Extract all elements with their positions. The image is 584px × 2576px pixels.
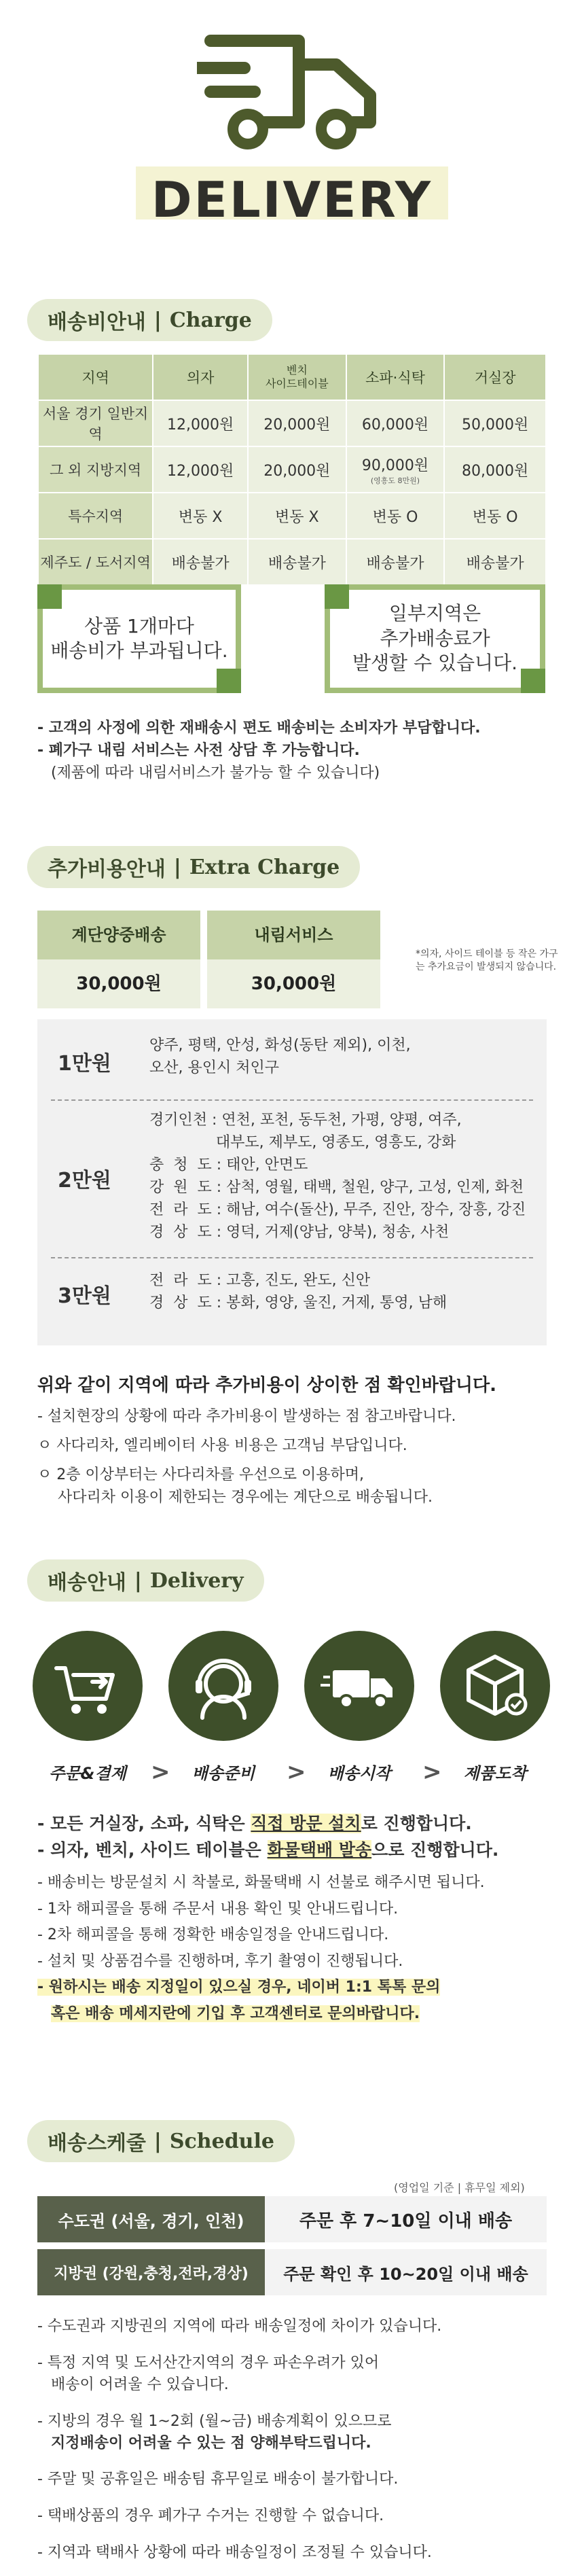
table-cell: 60,000원 [346, 400, 445, 446]
highlight-text: 혹은 배송 메세지란에 기입 후 고객센터로 문의바랍니다. [51, 2005, 420, 2022]
note-line: ㅇ 사다리차, 엘리베이터 사용 비용은 고객님 부담입니다. [37, 1437, 407, 1454]
section-pill-schedule [27, 2120, 295, 2162]
dashed-divider [51, 1099, 533, 1101]
step-arrow: > [151, 1759, 170, 1786]
table-header: 벤치 사이드테이블 [248, 354, 346, 400]
step-label: 배송시작 [327, 1764, 391, 1783]
note-line: - 고객의 사정에 의한 재배송시 편도 배송비는 소비자가 부담합니다. [37, 720, 481, 737]
area-text: 전 라 도 : 고흥, 진도, 완도, 신안 경 상 도 : 봉화, 영양, 울진, 거제, 통영, 남해 [149, 1272, 448, 1311]
table-cell: 변동 X [153, 493, 248, 539]
table-header: 거실장 [444, 354, 546, 400]
step-label: 배송준비 [191, 1764, 255, 1783]
note-line [37, 1837, 498, 1864]
note-line: - 특정 지역 및 도서산간지역의 경우 파손우려가 있어 [37, 2354, 380, 2371]
note-line: 일부지역은 [388, 602, 481, 625]
note-line: - 2차 해피콜을 통해 정확한 배송일정을 안내드립니다. [37, 1926, 389, 1943]
note-line: - 주말 및 공휴일은 배송팀 휴무일로 배송이 불가합니다. [37, 2471, 399, 2488]
area-text: 경기인천 : 연천, 포천, 동두천, 가평, 양평, 여주, 대부도, 제부도, 영종도, 영흥도, 강화 충 청 도 : 태안, 안면도 강 원 도 : 삼척, 영월, 태백, 철원, 양구, 고성, 인제, 화천 전 라 도 : 해남, 여수(돌산), 무주, 진안, 장수, 장흥, 강진 경 상 도 : 영덕, 거제(양남, 양북), 청송, 사천 [149, 1112, 526, 1241]
section-title-ko: 배송비안내 [48, 311, 146, 334]
step-circle-arrive [440, 1631, 550, 1741]
step-circle-ship [304, 1631, 414, 1741]
note-emphasis: 화물택배 발송 [267, 1839, 372, 1860]
table-cell: 배송불가 [153, 539, 248, 585]
corner-decoration [217, 669, 241, 693]
step-label: 주문&결제 [49, 1764, 126, 1783]
note-line [37, 1975, 485, 2001]
table-row [38, 493, 546, 539]
area-amount: 2만원 [58, 1169, 111, 1193]
area-amount: 3만원 [58, 1284, 111, 1308]
note-line: - 택배상품의 경우 폐가구 수거는 진행할 수 없습니다. [37, 2507, 384, 2525]
divider: | [134, 1568, 142, 1593]
area-amount: 1만원 [58, 1052, 111, 1076]
area-surcharge-box [37, 1019, 547, 1345]
divider: | [153, 2129, 162, 2153]
table-cell [346, 446, 445, 493]
table-cell: 배송불가 [248, 539, 346, 585]
extra-value-stairs: 30,000원 [37, 959, 200, 1008]
extra-notes [37, 1405, 456, 1508]
note-line: 사다리차 이용이 제한되는 경우에는 계단으로 배송됩니다. [58, 1489, 433, 1506]
table-row [38, 400, 546, 446]
table-cell: 변동 X [248, 493, 346, 539]
step-label: 제품도착 [463, 1764, 527, 1783]
note-line: - 1차 해피콜을 통해 주문서 내용 확인 및 안내드립니다. [37, 1900, 399, 1918]
section-title-en: Delivery [149, 1568, 244, 1593]
note-line: 발생할 수 있습니다. [352, 652, 518, 675]
schedule-label-regional: 지방권 (강원,충청,전라,경상) [37, 2249, 265, 2295]
table-row [38, 539, 546, 585]
section-title-en: Schedule [169, 2129, 274, 2153]
page-title: DELIVERY [151, 171, 433, 228]
table-header-row [38, 354, 546, 400]
charge-notes [37, 717, 481, 784]
note-line: 상품 1개마다 [84, 614, 194, 637]
hero [0, 0, 584, 272]
table-cell: 80,000원 [444, 446, 546, 493]
note-box-extra-area [325, 584, 545, 693]
corner-decoration [37, 584, 62, 609]
section-pill-extra [27, 846, 360, 888]
table-cell: 12,000원 [153, 400, 248, 446]
section-pill-delivery [27, 1559, 264, 1602]
charge-table [37, 353, 547, 586]
schedule-caption: (영업일 기준 | 휴무일 제외) [394, 2181, 525, 2194]
table-cell: 변동 O [444, 493, 546, 539]
truck-icon [304, 1631, 414, 1741]
note-line: - 지역과 택배사 상황에 따라 배송일정이 조정될 수 있습니다. [37, 2544, 432, 2562]
step-circle-prep [168, 1631, 278, 1741]
extra-head-stairs: 계단양중배송 [37, 911, 200, 959]
note-line: 추가배송료가 [380, 627, 490, 650]
sofa-note: (영흥도 8만원) [370, 476, 420, 485]
section-title-ko: 배송안내 [48, 1571, 126, 1595]
note-line: - 지방의 경우 월 1~2회 (월~금) 배송계획이 있으므로 [37, 2412, 392, 2430]
note-box-per-item [37, 584, 241, 693]
note-line: 배송비가 부과됩니다. [50, 639, 228, 662]
package-icon [440, 1631, 550, 1741]
table-cell: 변동 O [346, 493, 445, 539]
section-title-ko: 추가비용안내 [48, 858, 166, 881]
extra-side-note: *의자, 사이드 테이블 등 작은 가구는 추가요금이 발생되지 않습니다. [416, 949, 558, 972]
note-line: - 배송비는 방문설치 시 착불로, 화물택배 시 선불로 해주시면 됩니다. [37, 1874, 485, 1891]
note-text: - 모든 거실장, 소파, 식탁은 [37, 1814, 251, 1833]
section-pill-charge [27, 299, 272, 341]
sofa-price: 90,000원 [361, 457, 429, 474]
table-cell: 20,000원 [248, 446, 346, 493]
note-text: 로 진행합니다. [361, 1814, 472, 1833]
section-title-en: Extra Charge [189, 855, 340, 879]
schedule-value-regional: 주문 확인 후 10~20일 이내 배송 [265, 2249, 547, 2295]
table-cell: 배송불가 [444, 539, 546, 585]
schedule-notes [37, 2316, 441, 2564]
table-cell: 그 외 지방지역 [38, 446, 153, 493]
highlight-text: - 원하시는 배송 지정일이 있으실 경우, 네이버 1:1 톡톡 문의 [37, 1979, 441, 1996]
note-line: ㅇ 2층 이상부터는 사다리차를 우선으로 이용하며, [37, 1466, 364, 1483]
dashed-divider [51, 1257, 533, 1258]
step-arrow: > [422, 1759, 442, 1786]
note-text: 으로 진행합니다. [371, 1839, 499, 1860]
table-cell: 제주도 / 도서지역 [38, 539, 153, 585]
note-line: - 설치 및 상품검수를 진행하며, 후기 촬영이 진행됩니다. [37, 1952, 403, 1970]
step-arrow: > [287, 1759, 306, 1786]
note-line: 지정배송이 어려울 수 있는 점 양해부탁드립니다. [51, 2434, 371, 2452]
corner-decoration [521, 669, 545, 693]
table-cell: 서울 경기 일반지역 [38, 400, 153, 446]
note-line: - 수도권과 지방권의 지역에 따라 배송일정에 차이가 있습니다. [37, 2318, 442, 2335]
note-emphasis: 직접 방문 설치 [251, 1814, 361, 1833]
section-title-ko: 배송스케줄 [48, 2132, 146, 2155]
table-header: 지역 [38, 354, 153, 400]
divider: | [173, 855, 181, 879]
note-line: (제품에 따라 내림서비스가 불가능 할 수 있습니다) [51, 764, 380, 781]
table-cell: 12,000원 [153, 446, 248, 493]
schedule-label-metro: 수도권 (서울, 경기, 인천) [37, 2196, 265, 2242]
corner-decoration [325, 584, 349, 609]
extra-value-removal: 30,000원 [207, 959, 380, 1008]
extra-head-removal: 내림서비스 [207, 911, 380, 959]
delivery-notes [37, 1870, 485, 2027]
area-text: 양주, 평택, 안성, 화성(동탄 제외), 이천, 오산, 용인시 처인구 [149, 1037, 411, 1076]
note-line [37, 2001, 485, 2028]
table-header: 의자 [153, 354, 248, 400]
table-row [38, 446, 546, 493]
section-title-en: Charge [169, 308, 252, 332]
schedule-value-metro: 주문 후 7~10일 이내 배송 [265, 2196, 547, 2242]
table-header: 소파·식탁 [346, 354, 445, 400]
table-cell: 배송불가 [346, 539, 445, 585]
divider: | [153, 308, 162, 332]
extra-headline: 위와 같이 지역에 따라 추가비용이 상이한 점 확인바랍니다. [37, 1375, 497, 1396]
table-cell: 특수지역 [38, 493, 153, 539]
delivery-truck-icon [197, 27, 394, 156]
note-line: - 폐가구 내림 서비스는 사전 상담 후 가능합니다. [37, 742, 360, 759]
cart-icon [33, 1631, 143, 1741]
table-cell: 20,000원 [248, 400, 346, 446]
note-line: 배송이 어려울 수 있습니다. [51, 2376, 229, 2393]
note-line [37, 1811, 498, 1837]
note-line: - 설치현장의 상황에 따라 추가비용이 발생하는 점 참고바랍니다. [37, 1408, 456, 1425]
step-circle-order [33, 1631, 143, 1741]
table-cell: 50,000원 [444, 400, 546, 446]
headset-agent-icon [168, 1631, 278, 1741]
delivery-bold-notes [37, 1811, 498, 1864]
note-text: - 의자, 벤치, 사이드 테이블은 [37, 1839, 268, 1860]
